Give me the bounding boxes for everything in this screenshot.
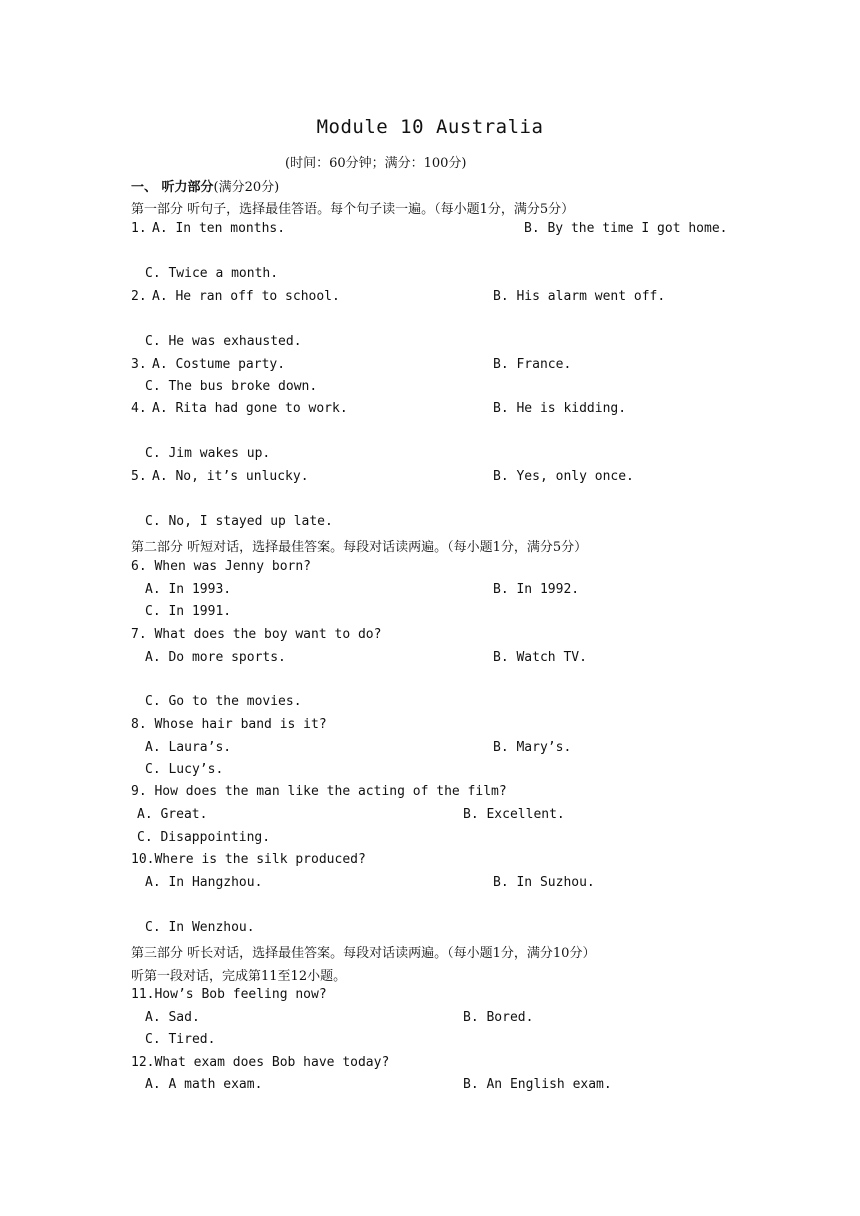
option-b: B. Excellent.	[463, 807, 565, 822]
section-title: 一、 听力部分	[131, 180, 214, 195]
option-a: A. Sad.	[145, 1010, 200, 1025]
option-b: B. His alarm went off.	[493, 289, 666, 304]
question-stem: 6. When was Jenny born?	[131, 559, 312, 574]
option-c: C. Twice a month.	[145, 266, 279, 281]
option-b: B. Bored.	[463, 1010, 534, 1025]
question-stem: 10.Where is the silk produced?	[131, 852, 366, 867]
part3-instruction: 听第一段对话，完成第11至12小题。	[131, 969, 347, 984]
option-c: C. In Wenzhou.	[145, 920, 255, 935]
option-a: A. A math exam.	[145, 1077, 263, 1092]
option-b: B. In 1992.	[493, 582, 580, 597]
exam-info: (时间：60分钟；满分：100分)	[285, 156, 467, 171]
option-a: A. Great.	[137, 807, 208, 822]
option-a: A. He ran off to school.	[152, 289, 340, 304]
question-stem: 8. Whose hair band is it?	[131, 717, 327, 732]
section-note: (满分20分)	[213, 180, 280, 195]
option-a: A. Do more sports.	[145, 650, 286, 665]
option-b: B. France.	[493, 357, 572, 372]
question-number: 4.	[131, 401, 147, 416]
option-c: C. No, I stayed up late.	[145, 514, 333, 529]
option-c: C. Disappointing.	[137, 830, 271, 845]
option-b: B. He is kidding.	[493, 401, 627, 416]
part1-heading: 第一部分 听句子，选择最佳答语。每个句子读一遍。（每小题1分，满分5分）	[131, 202, 575, 217]
option-c: C. Jim wakes up.	[145, 446, 271, 461]
option-b: B. In Suzhou.	[493, 875, 595, 890]
question-stem: 11.How’s Bob feeling now?	[131, 987, 327, 1002]
option-c: C. Tired.	[145, 1032, 216, 1047]
option-b: B. Mary’s.	[493, 740, 572, 755]
option-b: B. Watch TV.	[493, 650, 587, 665]
option-a: A. Rita had gone to work.	[152, 401, 348, 416]
option-c: C. In 1991.	[145, 604, 232, 619]
page-title: Module 10 Australia	[316, 116, 544, 138]
question-number: 1.	[131, 221, 147, 236]
option-a: A. In Hangzhou.	[145, 875, 263, 890]
option-a: A. Costume party.	[152, 357, 286, 372]
option-a: A. No, it’s unlucky.	[152, 469, 309, 484]
question-number: 3.	[131, 357, 147, 372]
option-c: C. Go to the movies.	[145, 694, 302, 709]
option-c: C. He was exhausted.	[145, 334, 302, 349]
option-c: C. The bus broke down.	[145, 379, 318, 394]
option-b: B. An English exam.	[463, 1077, 612, 1092]
section-heading	[131, 176, 279, 195]
part3-heading: 第三部分 听长对话，选择最佳答案。每段对话读两遍。（每小题1分，满分10分）	[131, 946, 596, 961]
question-stem: 7. What does the boy want to do?	[131, 627, 382, 642]
question-number: 2.	[131, 289, 147, 304]
option-a: A. In 1993.	[145, 582, 232, 597]
option-b: B. Yes, only once.	[493, 469, 634, 484]
option-b: B. By the time I got home.	[524, 221, 728, 236]
question-stem: 12.What exam does Bob have today?	[131, 1055, 390, 1070]
option-c: C. Lucy’s.	[145, 762, 224, 777]
option-a: A. In ten months.	[152, 221, 286, 236]
part2-heading: 第二部分 听短对话，选择最佳答案。每段对话读两遍。（每小题1分，满分5分）	[131, 540, 588, 555]
option-a: A. Laura’s.	[145, 740, 232, 755]
question-stem: 9. How does the man like the acting of the film?	[131, 784, 507, 799]
question-number: 5.	[131, 469, 147, 484]
